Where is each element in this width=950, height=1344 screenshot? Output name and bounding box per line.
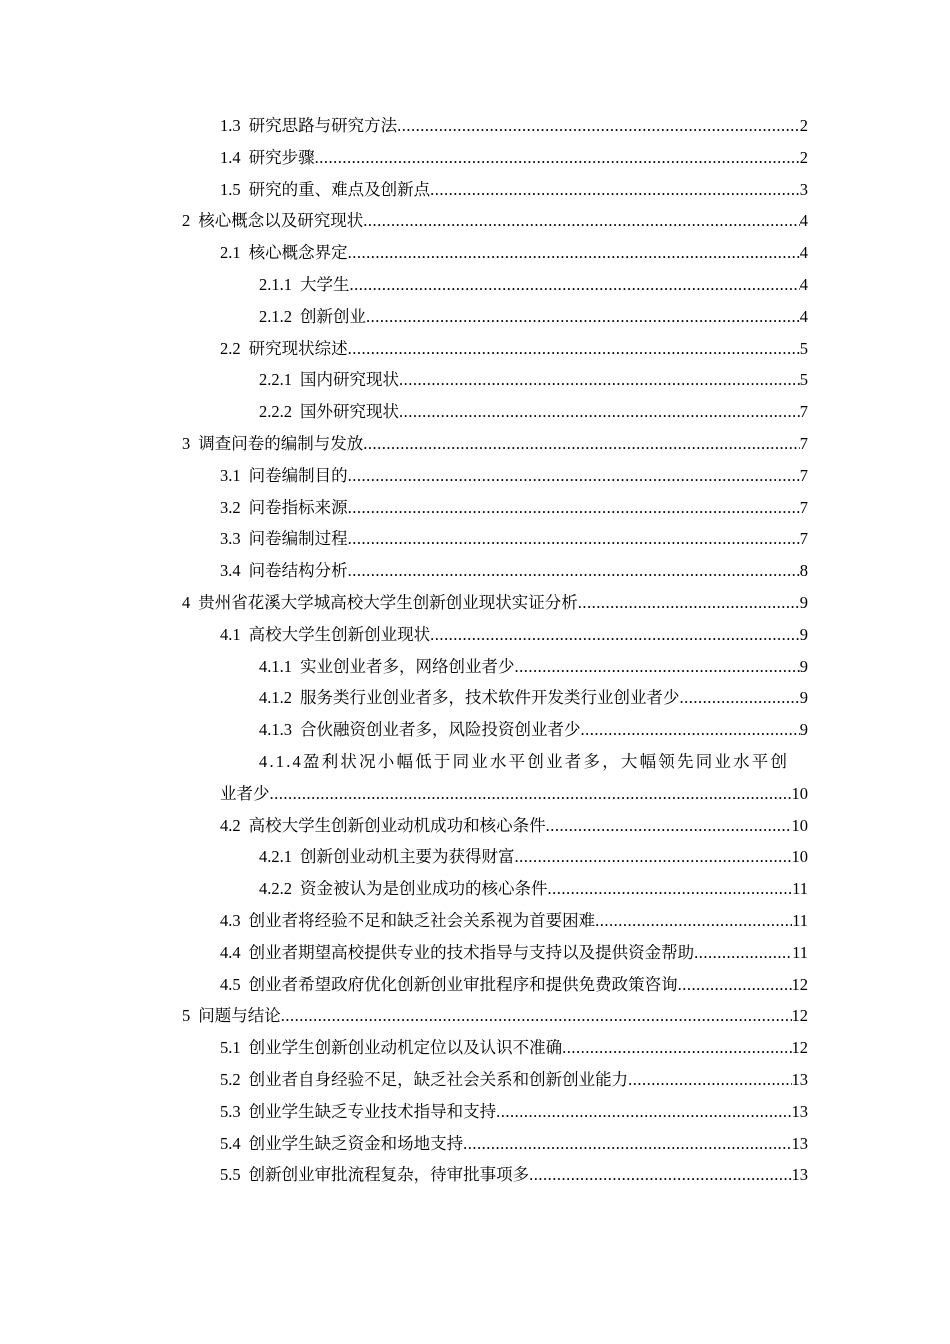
toc-entry[interactable] (182, 1000, 808, 1032)
toc-entry-title: 实业创业者多，网络创业者少 (300, 656, 515, 676)
toc-entry-number: 3.3 (220, 529, 241, 549)
dot-leader (496, 1096, 791, 1128)
dot-leader (281, 1000, 792, 1032)
dot-leader (348, 492, 800, 524)
toc-entry-title: 研究思路与研究方法 (248, 116, 398, 135)
toc-entry-page-number: 5 (799, 370, 808, 390)
toc-entry-title: 创业学生创新创业动机定位以及认识不准确 (248, 1038, 563, 1058)
toc-entry-title: 研究现状综述 (248, 338, 348, 358)
toc-entry[interactable] (182, 333, 808, 365)
dot-leader (315, 142, 800, 174)
toc-entry-title: 国内研究现状 (300, 370, 399, 390)
toc-entry-number: 4.4 (220, 942, 241, 962)
toc-entry-page-number: 4 (799, 211, 808, 231)
toc-entry-page-number: 11 (792, 910, 808, 930)
toc-entry-number: 4.1 (220, 624, 241, 644)
toc-entry-number: 2 (182, 211, 191, 231)
toc-entry-title: 调查问卷的编制与发放 (198, 433, 364, 453)
dot-leader (430, 619, 800, 651)
toc-entry-page-number: 13 (791, 1165, 808, 1185)
toc-entry-title: 创业者自身经验不足，缺乏社会关系和创新创业能力 (248, 1069, 629, 1089)
toc-entry[interactable] (182, 714, 808, 746)
toc-entry-number: 1.3 (220, 116, 241, 135)
toc-entry-page-number: 10 (791, 783, 808, 803)
toc-entry-page-number: 4 (799, 306, 808, 326)
toc-entry[interactable] (182, 1032, 808, 1064)
toc-entry-title: 国外研究现状 (300, 402, 399, 422)
toc-entry[interactable] (182, 523, 808, 555)
toc-entry-page-number: 13 (791, 1069, 808, 1089)
toc-entry-title: 创新创业审批流程复杂，待审批事项多 (248, 1165, 530, 1185)
toc-entry-page-number: 7 (799, 497, 808, 517)
toc-entry-page-number: 12 (791, 1006, 808, 1026)
dot-leader (546, 810, 792, 842)
toc-entry-number: 3.2 (220, 497, 241, 517)
toc-entry[interactable] (182, 460, 808, 492)
dot-leader (348, 523, 800, 555)
toc-entry-title: 合伙融资创业者多，风险投资创业者少 (300, 720, 581, 740)
toc-entry-line[interactable] (182, 746, 808, 778)
table-of-contents (182, 110, 808, 1191)
toc-entry[interactable] (182, 937, 808, 969)
toc-entry-title: 研究的重、难点及创新点 (248, 179, 431, 199)
toc-entry-title: 核心概念以及研究现状 (198, 211, 364, 231)
toc-entry[interactable] (182, 587, 808, 619)
toc-entry-page-number: 7 (799, 402, 808, 422)
toc-entry-page-number: 9 (799, 592, 808, 612)
toc-entry-number: 4 (182, 592, 191, 612)
toc-entry-page-number: 7 (799, 465, 808, 485)
toc-entry[interactable] (182, 555, 808, 587)
toc-entry-number: 2.2.1 (259, 370, 292, 390)
dot-leader (628, 1064, 791, 1096)
toc-entry-title: 创业者将经验不足和缺乏社会关系视为首要困难 (248, 910, 596, 930)
dot-leader (680, 682, 800, 714)
toc-entry-title: 大学生 (300, 274, 350, 294)
dot-leader (595, 905, 792, 937)
toc-entry-number: 5.3 (220, 1101, 241, 1121)
dot-leader (366, 301, 800, 333)
toc-entry-number: 3.1 (220, 465, 241, 485)
toc-entry-number: 4.2.1 (259, 847, 292, 867)
toc-entry[interactable] (182, 682, 808, 714)
toc-entry-title: 创新创业 (300, 306, 366, 326)
dot-leader (363, 205, 800, 237)
toc-entry-page-number: 9 (799, 720, 808, 740)
toc-entry-number: 4.1.2 (259, 688, 292, 708)
toc-entry-number: 4.3 (220, 910, 241, 930)
toc-entry-number: 1.4 (220, 147, 241, 167)
toc-entry-number: 2.1.2 (259, 306, 292, 326)
toc-entry[interactable] (182, 237, 808, 269)
dot-leader (350, 269, 800, 301)
dot-leader (581, 714, 800, 746)
toc-entry-number: 4.2.2 (259, 879, 292, 899)
toc-entry[interactable] (182, 269, 808, 301)
toc-entry[interactable] (182, 1128, 808, 1160)
toc-entry[interactable] (182, 1159, 808, 1191)
toc-entry[interactable] (182, 969, 808, 1001)
toc-entry-title: 问题与结论 (198, 1006, 281, 1026)
toc-entry-number: 4.2 (220, 815, 241, 835)
toc-entry-page-number: 9 (799, 688, 808, 708)
toc-entry-page-number: 2 (799, 116, 808, 135)
toc-entry-title: 创业学生缺乏专业技术指导和支持 (248, 1101, 497, 1121)
toc-entry-number: 4.1.1 (259, 656, 292, 676)
toc-entry[interactable] (182, 905, 808, 937)
dot-leader (348, 460, 800, 492)
dot-leader (578, 587, 800, 619)
toc-entry-page-number: 11 (792, 879, 808, 899)
toc-entry[interactable] (182, 364, 808, 396)
toc-entry-number: 2.2 (220, 338, 241, 358)
dot-leader (678, 969, 792, 1001)
toc-entry-number: 3.4 (220, 561, 241, 581)
toc-entry-title: 核心概念界定 (248, 243, 348, 263)
toc-entry-page-number: 5 (799, 338, 808, 358)
dot-leader (399, 396, 800, 428)
toc-entry-number: 2.2.2 (259, 402, 292, 422)
toc-entry-title: 问卷结构分析 (248, 561, 348, 581)
toc-entry[interactable] (182, 1096, 808, 1128)
toc-entry-page-number: 9 (799, 624, 808, 644)
toc-entry-number: 5.5 (220, 1165, 241, 1185)
dot-leader (529, 1159, 791, 1191)
toc-entry-page-number: 11 (792, 942, 808, 962)
toc-entry-number: 4.1.3 (259, 720, 292, 740)
toc-entry-page-number: 4 (799, 243, 808, 263)
toc-entry-title: 服务类行业创业者多，技术软件开发类行业创业者少 (300, 688, 680, 708)
toc-entry-number: 5.4 (220, 1133, 241, 1153)
toc-entry-title: 问卷编制目的 (248, 465, 348, 485)
toc-entry-number: 5 (182, 1006, 191, 1026)
toc-entry-page-number: 13 (791, 1133, 808, 1153)
toc-entry-page-number: 12 (791, 1038, 808, 1058)
toc-entry-page-number: 10 (791, 847, 808, 867)
dot-leader (548, 873, 793, 905)
toc-entry[interactable] (182, 619, 808, 651)
dot-leader (694, 937, 792, 969)
toc-entry-title: 创新创业动机主要为获得财富 (300, 847, 515, 867)
toc-entry-title: 创业者期望高校提供专业的技术指导与支持以及提供资金帮助 (248, 942, 695, 962)
dot-leader (348, 333, 800, 365)
toc-entry-page-number: 10 (791, 815, 808, 835)
dot-leader (562, 1032, 791, 1064)
toc-entry[interactable] (182, 205, 808, 237)
toc-entry-title-continued: 业者少 (220, 783, 270, 803)
toc-entry-title: 高校大学生创新创业动机成功和核心条件 (248, 815, 546, 835)
toc-entry-number: 5.2 (220, 1069, 241, 1089)
toc-entry-number: 3 (182, 433, 191, 453)
toc-entry[interactable] (182, 810, 808, 842)
toc-entry-page-number: 7 (799, 529, 808, 549)
toc-entry-title: 高校大学生创新创业现状 (248, 624, 431, 644)
toc-entry-line[interactable] (182, 778, 808, 810)
toc-entry[interactable] (182, 873, 808, 905)
toc-entry-page-number: 12 (791, 974, 808, 994)
dot-leader (399, 364, 800, 396)
toc-entry[interactable] (182, 651, 808, 683)
toc-entry-title: 资金被认为是创业成功的核心条件 (300, 879, 548, 899)
toc-entry[interactable] (182, 841, 808, 873)
dot-leader (348, 237, 800, 269)
toc-entry-number: 4.5 (220, 974, 241, 994)
dot-leader (348, 555, 800, 587)
dot-leader (430, 174, 800, 206)
toc-entry-title: 创业学生缺乏资金和场地支持 (248, 1133, 464, 1153)
toc-entry-page-number: 8 (799, 561, 808, 581)
dot-leader (363, 428, 800, 460)
dot-leader (515, 651, 800, 683)
dot-leader (270, 778, 792, 810)
toc-entry[interactable] (182, 396, 808, 428)
toc-entry-page-number: 3 (799, 179, 808, 199)
toc-entry[interactable] (182, 142, 808, 174)
toc-entry[interactable] (182, 1064, 808, 1096)
toc-entry-title: 问卷编制过程 (248, 529, 348, 549)
toc-entry-number: 5.1 (220, 1038, 241, 1058)
toc-entry-title: 盈利状况小幅低于同业水平创业者多，大幅领先同业水平创 (303, 751, 790, 771)
toc-entry-number: 4.1.4 (259, 751, 303, 771)
toc-entry-title: 创业者希望政府优化创新创业审批程序和提供免费政策咨询 (248, 974, 678, 994)
toc-entry[interactable] (182, 492, 808, 524)
toc-entry-number: 1.5 (220, 179, 241, 199)
toc-entry-page-number: 9 (799, 656, 808, 676)
toc-entry-number: 2.1.1 (259, 274, 292, 294)
toc-entry-page-number: 2 (799, 147, 808, 167)
toc-entry-page-number: 7 (799, 433, 808, 453)
dot-leader (397, 110, 800, 142)
toc-entry[interactable] (182, 110, 808, 142)
toc-entry-page-number: 4 (799, 274, 808, 294)
toc-entry[interactable] (182, 174, 808, 206)
toc-entry[interactable] (182, 428, 808, 460)
toc-entry-number: 2.1 (220, 243, 241, 263)
toc-entry-title: 贵州省花溪大学城高校大学生创新创业现状实证分析 (198, 592, 578, 612)
toc-entry-title: 问卷指标来源 (248, 497, 348, 517)
toc-entry-page-number: 13 (791, 1101, 808, 1121)
dot-leader (515, 841, 792, 873)
toc-entry[interactable] (182, 301, 808, 333)
toc-entry-title: 研究步骤 (248, 147, 315, 167)
dot-leader (463, 1128, 791, 1160)
